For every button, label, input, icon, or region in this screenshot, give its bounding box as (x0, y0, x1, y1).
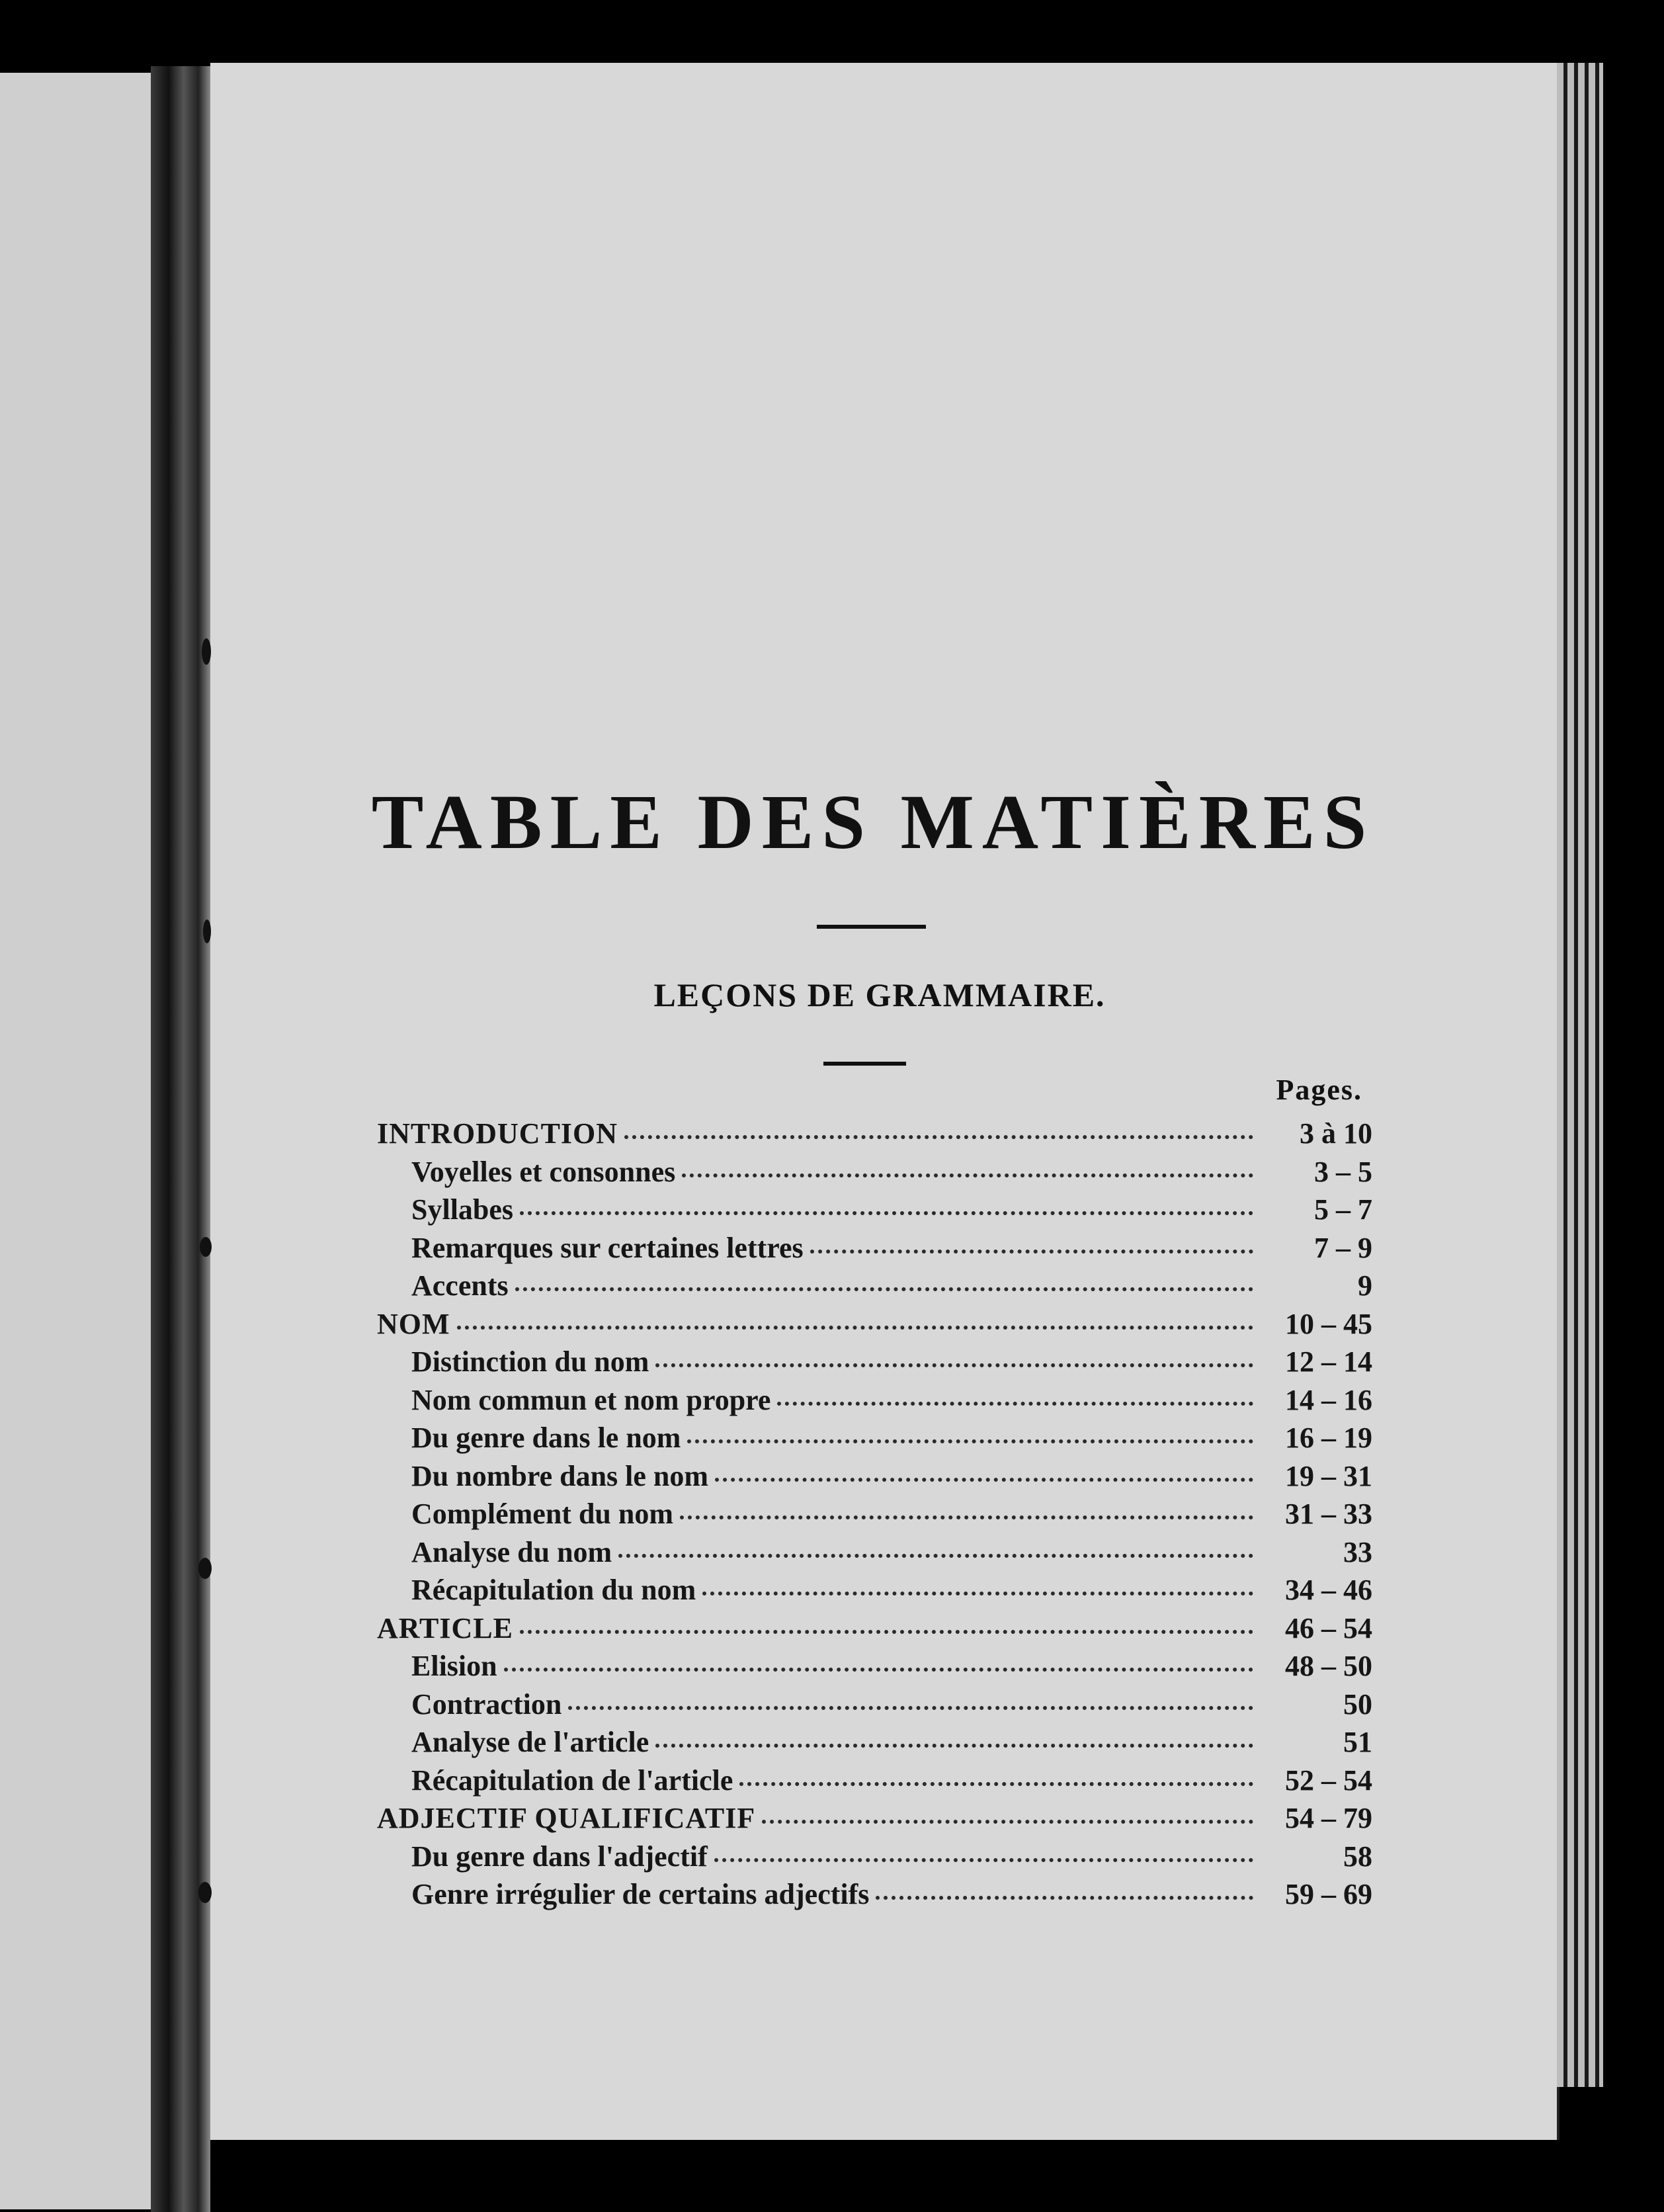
toc-entry (377, 1269, 1372, 1307)
toc-entry-title: ARTICLE (377, 1611, 513, 1644)
toc-entry-title: Du genre dans le nom (411, 1422, 681, 1454)
dot-leader (655, 1363, 1253, 1367)
dot-leader (520, 1630, 1253, 1634)
dot-leader (520, 1211, 1253, 1215)
toc-entry-pages: 10 – 45 (1285, 1307, 1372, 1340)
toc-entry-pages: 58 (1343, 1840, 1372, 1873)
ink-spot (198, 1558, 212, 1579)
pages-column-header: Pages. (1276, 1074, 1362, 1106)
toc-section-entry (377, 1307, 1372, 1345)
dot-leader (810, 1250, 1253, 1254)
toc-entry-title: Remarques sur certaines lettres (411, 1231, 804, 1264)
toc-entry-pages: 16 – 19 (1285, 1422, 1372, 1454)
toc-section-entry (377, 1801, 1372, 1840)
toc-entry-title: ADJECTIF QUALIFICATIF (377, 1802, 756, 1834)
toc-entry-pages: 3 – 5 (1314, 1155, 1372, 1188)
ink-spot (202, 638, 211, 665)
toc-entry-title: Contraction (411, 1687, 562, 1721)
toc-entry (377, 1725, 1372, 1764)
toc-entry-title: Du genre dans l'adjectif (411, 1840, 708, 1873)
section-divider (823, 1062, 906, 1066)
toc-entry-pages: 9 (1358, 1269, 1372, 1302)
toc-entry-title: NOM (377, 1307, 450, 1340)
toc-entry-pages: 48 – 50 (1285, 1650, 1372, 1682)
toc-entry (377, 1459, 1372, 1498)
toc-entry-title: Récapitulation du nom (411, 1574, 696, 1606)
ink-spot (203, 919, 211, 943)
dot-leader (687, 1439, 1253, 1443)
toc-entry (377, 1687, 1372, 1726)
toc-entry-title: Syllabes (411, 1193, 514, 1226)
toc-entry-pages: 5 – 7 (1314, 1193, 1372, 1226)
toc-entry-title: Du nombre dans le nom (411, 1459, 709, 1492)
toc-entry (377, 1573, 1372, 1611)
ink-spot (198, 1882, 212, 1903)
toc-section-entry (377, 1117, 1372, 1155)
ink-spot (200, 1237, 212, 1257)
toc-entry-pages: 50 (1343, 1687, 1372, 1721)
dot-leader (504, 1668, 1253, 1672)
toc-entry-pages: 51 (1343, 1726, 1372, 1758)
toc-entry (377, 1649, 1372, 1687)
dot-leader (655, 1744, 1253, 1748)
toc-entry-title: Récapitulation de l'article (411, 1764, 733, 1797)
page-edges (1557, 63, 1603, 2087)
toc-section-entry (377, 1611, 1372, 1650)
dot-leader (515, 1287, 1253, 1291)
toc-entry-pages: 31 – 33 (1285, 1498, 1372, 1530)
toc-entry-pages: 14 – 16 (1285, 1383, 1372, 1416)
toc-entry (377, 1764, 1372, 1802)
toc-entry-pages: 7 – 9 (1314, 1231, 1372, 1264)
toc-entry-title: Distinction du nom (411, 1345, 649, 1378)
toc-entry-title: Voyelles et consonnes (411, 1155, 676, 1188)
title-divider (817, 925, 926, 929)
toc-entry (377, 1193, 1372, 1231)
toc-entry-pages: 3 à 10 (1300, 1117, 1372, 1150)
toc-entry (377, 1877, 1372, 1916)
toc-entry-title: Nom commun et nom propre (411, 1383, 771, 1416)
toc-entry (377, 1383, 1372, 1422)
dot-leader (715, 1478, 1253, 1482)
toc-entry-pages: 52 – 54 (1285, 1764, 1372, 1797)
dot-leader (680, 1515, 1253, 1519)
toc-entry-title: Elision (411, 1650, 497, 1682)
toc-entry (377, 1155, 1372, 1193)
toc-entry-pages: 33 (1343, 1535, 1372, 1568)
table-of-contents (377, 1117, 1372, 1916)
dot-leader (457, 1326, 1253, 1330)
toc-entry-pages: 12 – 14 (1285, 1345, 1372, 1378)
dot-leader (682, 1173, 1253, 1177)
toc-entry-title: Complément du nom (411, 1498, 674, 1530)
toc-entry-pages: 54 – 79 (1285, 1802, 1372, 1834)
facing-page (0, 73, 151, 2209)
toc-entry (377, 1421, 1372, 1459)
dot-leader (624, 1135, 1253, 1139)
toc-entry (377, 1231, 1372, 1269)
dot-leader (568, 1706, 1253, 1710)
toc-entry (377, 1535, 1372, 1574)
dot-leader (618, 1554, 1253, 1558)
dot-leader (777, 1402, 1253, 1406)
toc-entry (377, 1840, 1372, 1878)
toc-entry-pages: 59 – 69 (1285, 1878, 1372, 1910)
toc-entry-pages: 46 – 54 (1285, 1611, 1372, 1644)
toc-entry (377, 1497, 1372, 1535)
toc-entry-title: Analyse du nom (411, 1535, 612, 1568)
dot-leader (762, 1820, 1253, 1824)
toc-entry-pages: 34 – 46 (1285, 1574, 1372, 1606)
toc-entry-title: Genre irrégulier de certains adjectifs (411, 1878, 870, 1910)
toc-entry-title: INTRODUCTION (377, 1117, 618, 1150)
dot-leader (876, 1896, 1253, 1900)
toc-entry (377, 1345, 1372, 1383)
toc-entry-pages: 19 – 31 (1285, 1459, 1372, 1492)
dot-leader (702, 1592, 1253, 1595)
toc-entry-title: Analyse de l'article (411, 1726, 649, 1758)
dot-leader (739, 1782, 1253, 1786)
toc-entry-title: Accents (411, 1269, 509, 1302)
page-title: TABLE DES MATIÈRES (371, 779, 1375, 865)
section-heading: LEÇONS DE GRAMMAIRE. (653, 976, 1106, 1013)
dot-leader (714, 1858, 1253, 1862)
